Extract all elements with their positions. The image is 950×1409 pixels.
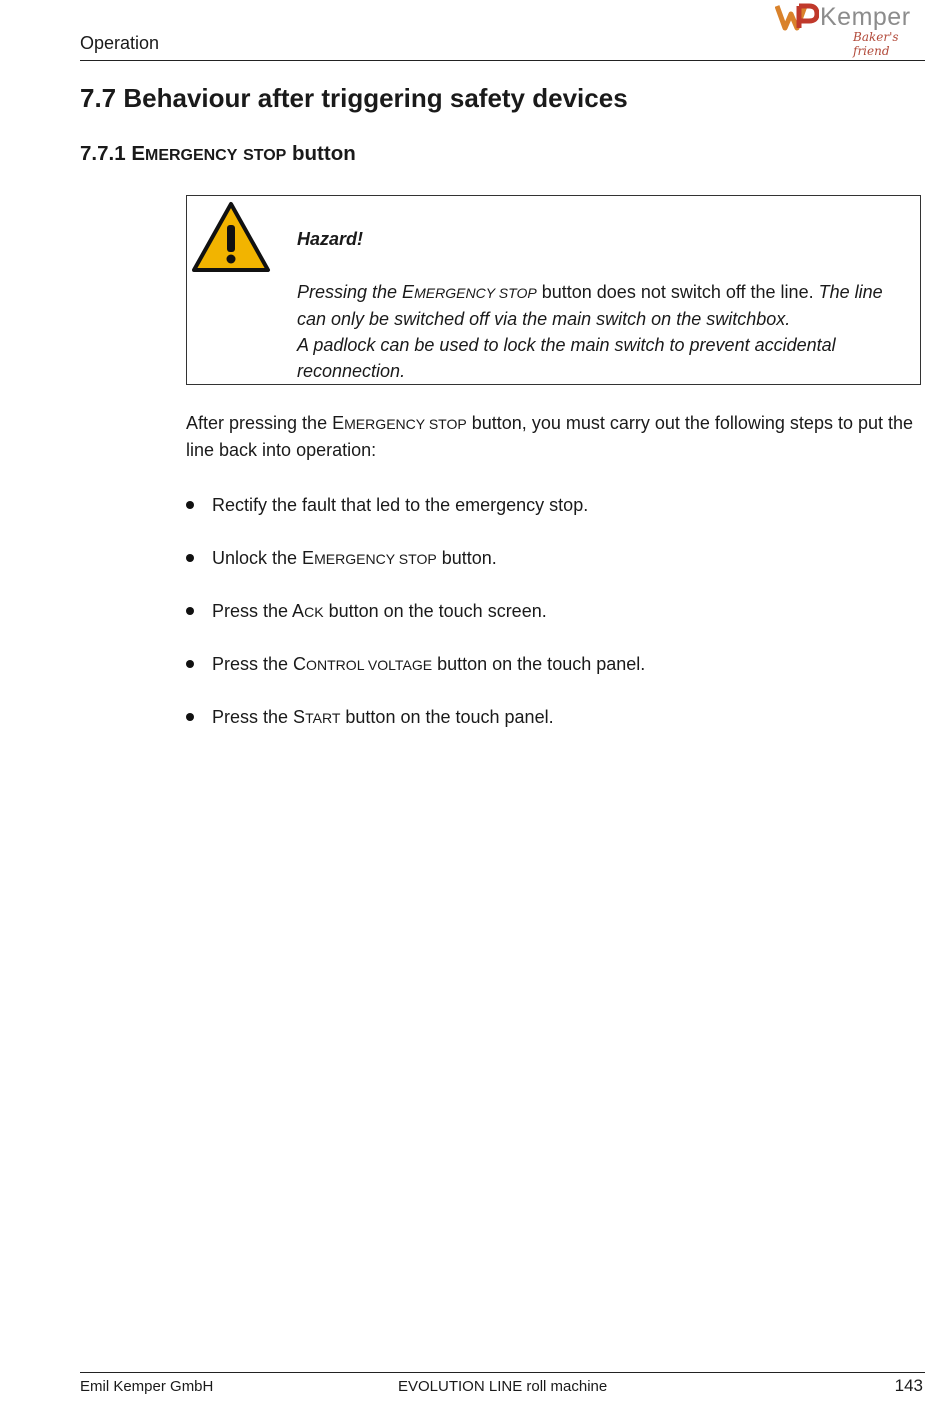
- hazard-warning-box: [186, 195, 921, 385]
- step-cap: E: [302, 548, 315, 568]
- subsection-number: 7.7.1: [80, 142, 126, 165]
- step-post: button on the touch panel.: [432, 654, 646, 674]
- hazard-p1-end: The line can only be switched off via the main switch on the switchbox.: [297, 282, 883, 329]
- step-pre: Press the: [212, 601, 293, 621]
- step-post: button on the touch screen.: [323, 601, 547, 621]
- intro-start: After pressing the E: [186, 413, 345, 433]
- hazard-paragraph-1: [297, 279, 912, 332]
- step-text: [212, 651, 645, 678]
- intro-paragraph: [186, 410, 921, 463]
- subsection-sc-initial: E: [131, 142, 145, 165]
- hazard-paragraph-2: A padlock can be used to lock the main switch to prevent accidental reconnection.: [297, 335, 836, 381]
- section-heading: 7.7 Behaviour after triggering safety devices: [80, 83, 628, 113]
- warning-triangle-icon: [191, 201, 271, 273]
- subsection-sc-stop: STOP: [243, 147, 287, 164]
- hazard-p1-middle: button does not switch off the line.: [536, 282, 814, 302]
- bullet-icon: [186, 554, 194, 562]
- intro-smallcaps: MERGENCY STOP: [344, 416, 467, 432]
- step-post: button.: [436, 548, 497, 568]
- footer-divider: [80, 1372, 925, 1373]
- step-cap: C: [293, 654, 307, 674]
- bullet-icon: [186, 607, 194, 615]
- intro-end: button, you must carry out the following steps to put the line back into operation:: [186, 413, 914, 460]
- bullet-icon: [186, 660, 194, 668]
- footer-product: EVOLUTION LINE roll machine: [398, 1378, 608, 1395]
- hazard-title: Hazard!: [297, 229, 364, 249]
- hazard-p1-start: Pressing the E: [297, 282, 415, 302]
- subsection-suffix: button: [292, 142, 356, 165]
- step-pre: Press the: [212, 707, 294, 727]
- logo-brand-text: Kemper: [820, 3, 911, 31]
- kemper-logo-icon: [775, 2, 819, 34]
- step-smallcaps: MERGENCY STOP: [314, 551, 437, 567]
- subsection-heading: [80, 142, 356, 166]
- step-smallcaps: ONTROL VOLTAGE: [306, 657, 433, 673]
- subsection-sc-mergency: MERGENCY: [145, 147, 238, 164]
- bullet-icon: [186, 501, 194, 509]
- page-section-title: Operation: [80, 33, 160, 53]
- header-divider: [80, 60, 925, 61]
- kemper-logo: [775, 0, 925, 56]
- step-text: [212, 598, 547, 625]
- step-pre: Unlock the: [212, 548, 303, 568]
- logo-tagline: Baker's friend: [853, 30, 899, 58]
- step-cap: S: [293, 707, 306, 727]
- page-number: 143: [894, 1376, 923, 1395]
- step-text: [212, 492, 588, 518]
- step-smallcaps: CK: [304, 604, 324, 620]
- step-text: [212, 545, 497, 572]
- step-smallcaps: TART: [305, 710, 341, 726]
- step-cap: A: [292, 601, 305, 621]
- step-pre: Press the: [212, 654, 294, 674]
- step-post: button on the touch panel.: [340, 707, 554, 727]
- step-pre: Rectify the fault that led to the emergency stop.: [212, 495, 589, 515]
- step-text: [212, 704, 554, 731]
- footer-company: Emil Kemper GmbH: [80, 1378, 214, 1395]
- bullet-icon: [186, 713, 194, 721]
- hazard-p1-smallcaps: MERGENCY STOP: [414, 285, 537, 301]
